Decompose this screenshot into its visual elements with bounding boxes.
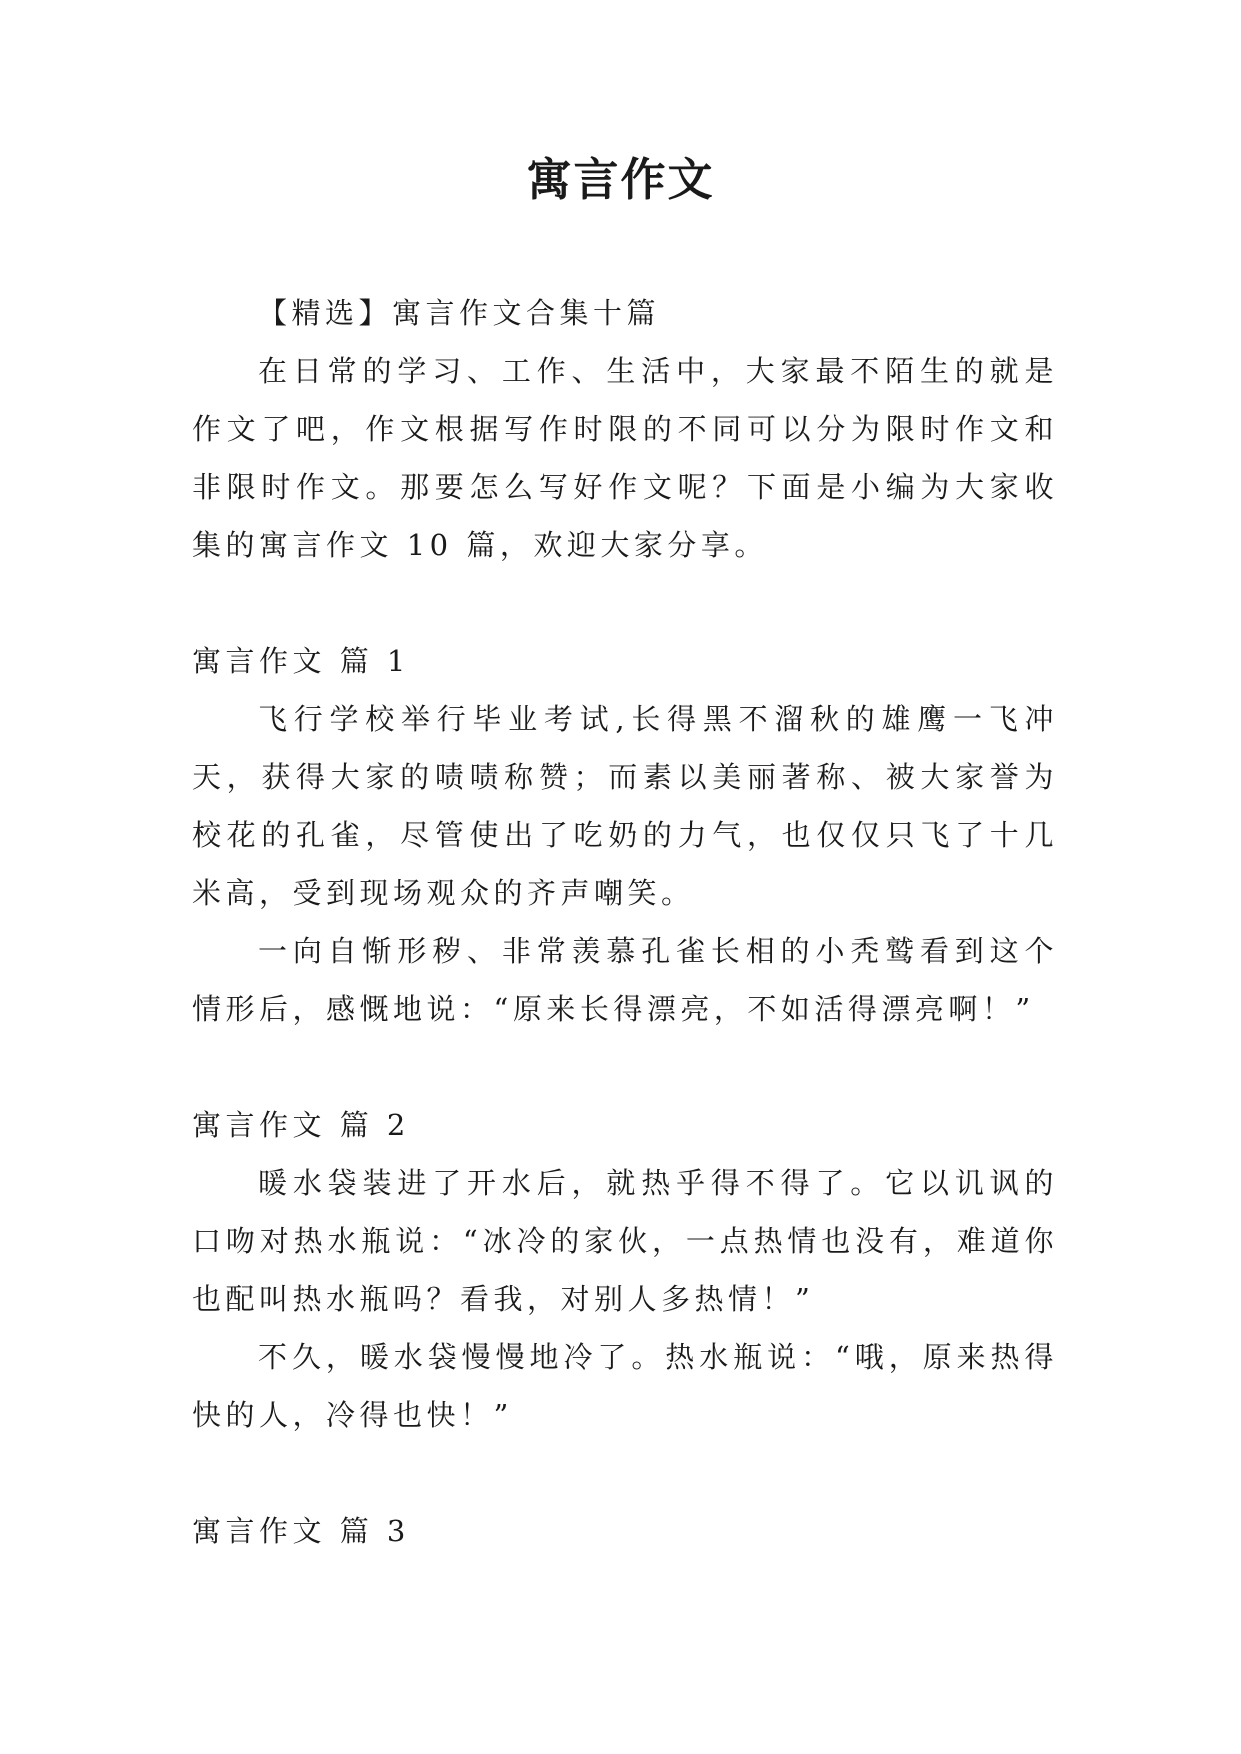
intro-paragraph: 在日常的学习、工作、生活中，大家最不陌生的就是作文了吧，作文根据写作时限的不同可以分为限时作文和非限时作文。那要怎么写好作文呢？下面是小编为大家收集的寓言作文 10 篇，欢迎大家分享。 [192, 354, 1058, 562]
section-paragraph: 一向自惭形秽、非常羡慕孔雀长相的小秃鹫看到这个情形后，感慨地说：“原来长得漂亮，不如活得漂亮啊！” [192, 934, 1058, 1026]
section-heading: 寓言作文 篇 1 [192, 644, 410, 678]
section-heading: 寓言作文 篇 3 [192, 1514, 410, 1548]
section-2 [192, 1096, 1058, 1444]
document-title: 寓言作文 [526, 153, 715, 206]
document-body [192, 284, 1058, 1560]
intro-heading: 【精选】寓言作文合集十篇 [258, 296, 661, 330]
section-paragraph: 飞行学校举行毕业考试,长得黑不溜秋的雄鹰一飞冲天，获得大家的啧啧称赞；而素以美丽著称、被大家誉为校花的孔雀，尽管使出了吃奶的力气，也仅仅只飞了十几米高，受到现场观众的齐声嘲笑。 [192, 702, 1058, 910]
section-paragraph: 暖水袋装进了开水后，就热乎得不得了。它以讥讽的口吻对热水瓶说：“冰冷的家伙，一点热情也没有，难道你也配叫热水瓶吗？看我，对别人多热情！” [192, 1166, 1058, 1316]
section-paragraph: 不久，暖水袋慢慢地冷了。热水瓶说：“哦，原来热得快的人，冷得也快！” [192, 1340, 1058, 1432]
section-3 [192, 1502, 1058, 1560]
section-heading: 寓言作文 篇 2 [192, 1108, 410, 1142]
section-1 [192, 632, 1058, 1038]
